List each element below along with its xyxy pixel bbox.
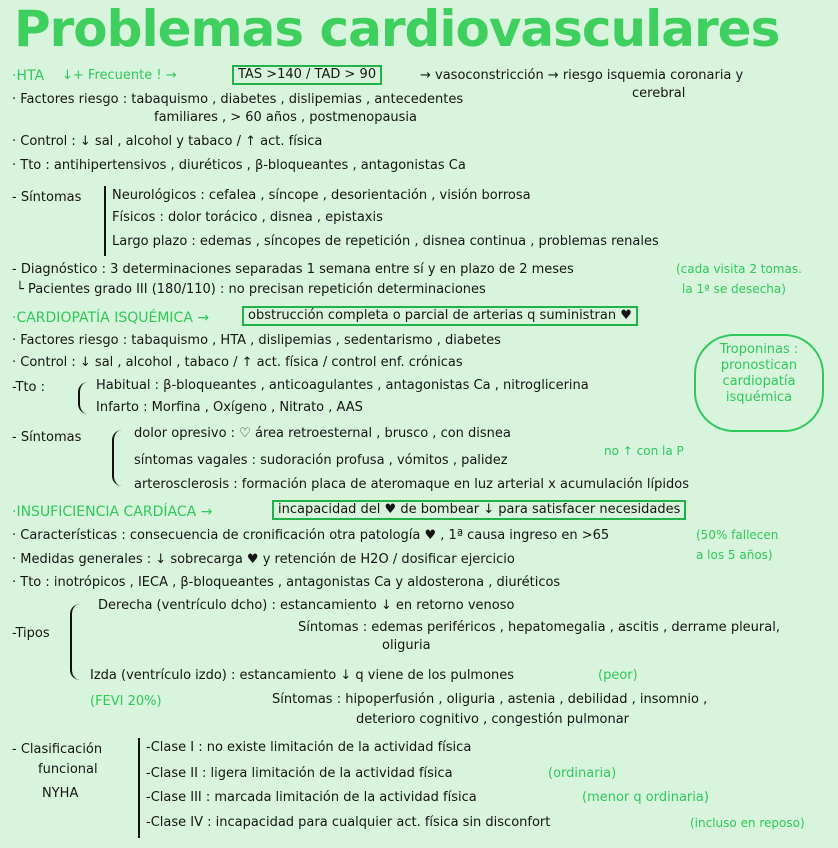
ic-type-right: Derecha (ventrículo dcho) : estancamiento ↓ en retorno venoso (98, 598, 515, 613)
hta-symptom-neuro: Neurológicos : cefalea , síncope , desorientación , visión borrosa (112, 188, 531, 203)
nyha-label-3: NYHA (42, 786, 79, 801)
cardio-treatment-label: -Tto : (12, 380, 46, 395)
ic-characteristics: · Características : consecuencia de cronificación otra patología ♥ , 1ª causa ingreso en >65 (12, 528, 610, 543)
troponin-cloud-note: Troponinas : pronostican cardiopatía isquémica (694, 334, 824, 432)
cardio-symptoms-label: - Síntomas (12, 430, 82, 445)
nyha-label-1: - Clasificación (12, 742, 103, 757)
ic-fevi-note: (FEVI 20%) (90, 694, 162, 709)
ic-type-left-note: (peor) (598, 668, 638, 683)
hta-control: · Control : ↓ sal , alcohol y tabaco / ↑ act. física (12, 134, 323, 149)
cardio-treatment-infarct: Infarto : Morfina , Oxígeno , Nitrato , AAS (96, 400, 363, 415)
hta-consequence-cont: cerebral (632, 86, 686, 101)
cardio-treatment-bracket (78, 382, 92, 414)
ic-type-left: Izda (ventrículo izdo) : estancamiento ↓ q viene de los pulmones (90, 668, 515, 683)
hta-symptom-longterm: Largo plazo : edemas , síncopes de repetición , disnea continua , problemas renales (112, 234, 659, 249)
hta-diagnosis-note: (cada visita 2 tomas. (676, 262, 802, 276)
hta-consequence: → vasoconstricción → riesgo isquemia coronaria y (420, 68, 744, 83)
ic-general-measures: · Medidas generales : ↓ sobrecarga ♥ y retención de H2O / dosificar ejercicio (12, 552, 515, 567)
ic-treatment: · Tto : inotrópicos , IECA , β-bloqueantes , antagonistas Ca y aldosterona , diuréticos (12, 575, 561, 590)
hta-definition-box: TAS >140 / TAD > 90 (232, 65, 382, 85)
cardio-control: · Control : ↓ sal , alcohol , tabaco / ↑ act. física / control enf. crónicas (12, 355, 463, 370)
hta-diagnosis-note-cont: la 1ª se desecha) (682, 282, 786, 296)
nyha-label-2: funcional (38, 762, 98, 777)
hta-symptom-physical: Físicos : dolor torácico , disnea , epistaxis (112, 210, 383, 225)
nyha-bracket (138, 738, 140, 838)
nyha-class-2-note: (ordinaria) (548, 766, 617, 781)
page-title: Problemas cardiovasculares (14, 0, 780, 58)
cardio-symptom-pain: dolor opresivo : ♡ área retroesternal , brusco , con disnea (134, 426, 511, 441)
ic-types-label: -Tipos (12, 626, 50, 641)
cardio-pain-note: no ↑ con la P (604, 444, 684, 458)
hta-treatment: · Tto : antihipertensivos , diuréticos , β-bloqueantes , antagonistas Ca (12, 158, 466, 173)
nyha-class-3-note: (menor q ordinaria) (582, 790, 709, 805)
hta-frequency: ↓+ Frecuente ! → (62, 68, 177, 83)
hta-symptoms-label: - Síntomas (12, 190, 82, 205)
ic-type-left-symptoms: Síntomas : hipoperfusión , oliguria , astenia , debilidad , insomnio , (272, 692, 708, 707)
cardio-treatment-habitual: Habitual : β-bloqueantes , anticoagulantes , antagonistas Ca , nitroglicerina (96, 378, 589, 393)
hta-symptoms-bracket (104, 186, 106, 256)
cardio-symptom-vagal: síntomas vagales : sudoración profusa , vómitos , palidez (134, 453, 508, 468)
hta-heading: ·HTA (12, 68, 45, 84)
nyha-class-3: -Clase III : marcada limitación de la actividad física (146, 790, 477, 805)
nyha-class-4-note: (incluso en reposo) (690, 816, 805, 830)
hta-diagnosis: - Diagnóstico : 3 determinaciones separadas 1 semana entre sí y en plazo de 2 meses (12, 262, 574, 277)
hta-diagnosis-grade3: └ Pacientes grado III (180/110) : no precisan repetición determinaciones (16, 282, 486, 297)
ic-definition-box: incapacidad del ♥ de bombear ↓ para satisfacer necesidades (272, 500, 686, 520)
cardio-risk-factors: · Factores riesgo : tabaquismo , HTA , dislipemias , sedentarismo , diabetes (12, 333, 501, 348)
hta-risk-factors-cont: familiares , > 60 años , postmenopausia (154, 110, 418, 125)
ic-heading: ·INSUFICIENCIA CARDÍACA → (12, 504, 213, 520)
ic-types-bracket (70, 604, 86, 680)
ic-mortality-note: (50% fallecen (696, 528, 779, 542)
hta-risk-factors: · Factores riesgo : tabaquismo , diabetes , dislipemias , antecedentes (12, 92, 464, 107)
nyha-class-4: -Clase IV : incapacidad para cualquier act. física sin disconfort (146, 815, 551, 830)
nyha-class-2: -Clase II : ligera limitación de la actividad física (146, 766, 453, 781)
nyha-class-1: -Clase I : no existe limitación de la actividad física (146, 740, 472, 755)
ic-type-left-symptoms-cont: deterioro cognitivo , congestión pulmonar (356, 712, 630, 727)
cardio-symptoms-bracket (112, 430, 130, 486)
cardio-symptom-atherosclerosis: arterosclerosis : formación placa de ateromaque en luz arterial x acumulación lípidos (134, 477, 689, 492)
ic-type-right-symptoms: Síntomas : edemas periféricos , hepatomegalia , ascitis , derrame pleural, (298, 620, 780, 635)
cardio-heading: ·CARDIOPATÍA ISQUÉMICA → (12, 310, 210, 326)
cardio-definition-box: obstrucción completa o parcial de arterias q suministran ♥ (242, 306, 638, 326)
ic-type-right-symptoms-cont: oliguria (382, 638, 431, 653)
ic-mortality-note-cont: a los 5 años) (696, 548, 773, 562)
